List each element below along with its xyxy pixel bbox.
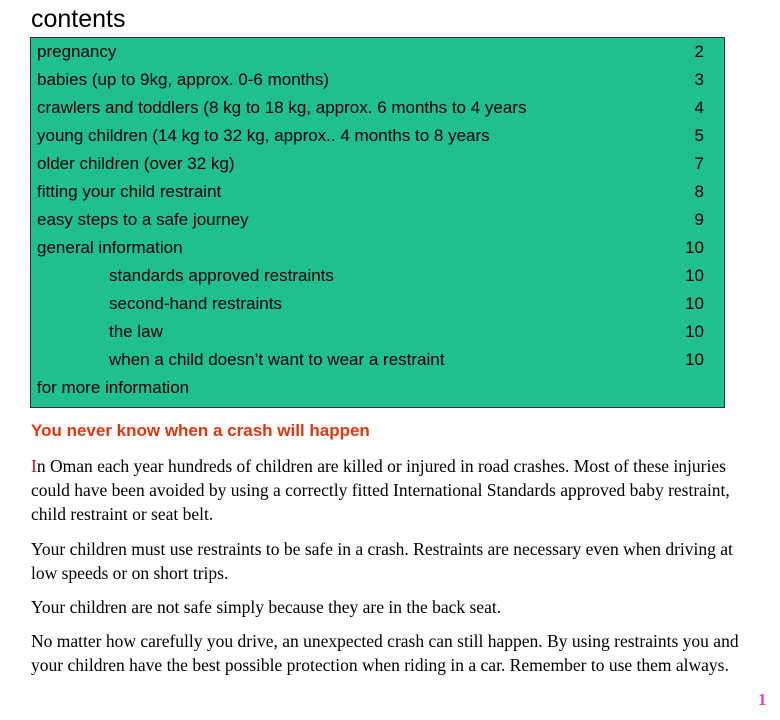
- toc-label: the law: [109, 322, 163, 341]
- toc-row: [31, 66, 724, 94]
- toc-row: [31, 122, 724, 150]
- toc-label: standards approved restraints: [109, 266, 334, 285]
- paragraph-intro-text: n Oman each year hundreds of children are killed or injured in road crashes. Most of these injuries could have been avoided by using a correctly fitted International Standards approved baby restraint, child restraint or seat belt.: [31, 456, 730, 524]
- toc-page: 2: [694, 42, 704, 61]
- toc-row: [31, 150, 724, 178]
- toc-page: 10: [685, 266, 704, 285]
- toc-page: 10: [685, 238, 704, 257]
- toc-label: pregnancy: [37, 42, 117, 61]
- toc-page: 3: [694, 70, 704, 89]
- toc-subrow: [31, 290, 724, 318]
- toc-label: easy steps to a safe journey: [37, 210, 249, 229]
- toc-page: 8: [694, 182, 704, 201]
- toc-label: general information: [37, 238, 183, 257]
- toc-subrow: [31, 346, 724, 374]
- warning-heading: You never know when a crash will happen: [31, 421, 370, 440]
- contents-heading: contents: [31, 5, 126, 33]
- toc-row: [31, 374, 724, 402]
- toc-page: 5: [694, 126, 704, 145]
- toc-label: for more information: [37, 378, 190, 397]
- toc-subrow: [31, 262, 724, 290]
- toc-label: older children (over 32 kg): [37, 154, 235, 173]
- toc-label: babies (up to 9kg, approx. 0-6 months): [37, 70, 329, 89]
- toc-page: 4: [694, 98, 704, 117]
- paragraph-restraints: Your children must use restraints to be safe in a crash. Restraints are necessary even when driving at low speeds or on short trips.: [31, 539, 733, 583]
- toc-row: [31, 206, 724, 234]
- toc-label: when a child doesn’t want to wear a restraint: [109, 350, 445, 369]
- toc-page: 10: [685, 350, 704, 369]
- table-of-contents: [30, 37, 725, 408]
- toc-row: [31, 234, 724, 262]
- toc-page: 10: [685, 322, 704, 341]
- paragraph-intro: [31, 454, 756, 526]
- toc-label: fitting your child restraint: [37, 182, 222, 201]
- toc-label: crawlers and toddlers (8 kg to 18 kg, approx. 6 months to 4 years: [37, 98, 527, 117]
- toc-page: 9: [694, 210, 704, 229]
- paragraph-back-seat: Your children are not safe simply because they are in the back seat.: [31, 597, 502, 617]
- paragraph-always: No matter how carefully you drive, an unexpected crash can still happen. By using restraints you and your children have the best possible protection when riding in a car. Remember to use them always.: [31, 631, 739, 675]
- toc-row: [31, 38, 724, 66]
- toc-subrow: [31, 318, 724, 346]
- drop-cap: I: [31, 456, 37, 476]
- toc-page: 10: [685, 294, 704, 313]
- toc-page: 7: [694, 154, 704, 173]
- toc-row: [31, 178, 724, 206]
- toc-label: young children (14 kg to 32 kg, approx.. 4 months to 8 years: [37, 126, 490, 145]
- toc-row: [31, 94, 724, 122]
- page-number: 1: [758, 690, 767, 709]
- toc-label: second-hand restraints: [109, 294, 282, 313]
